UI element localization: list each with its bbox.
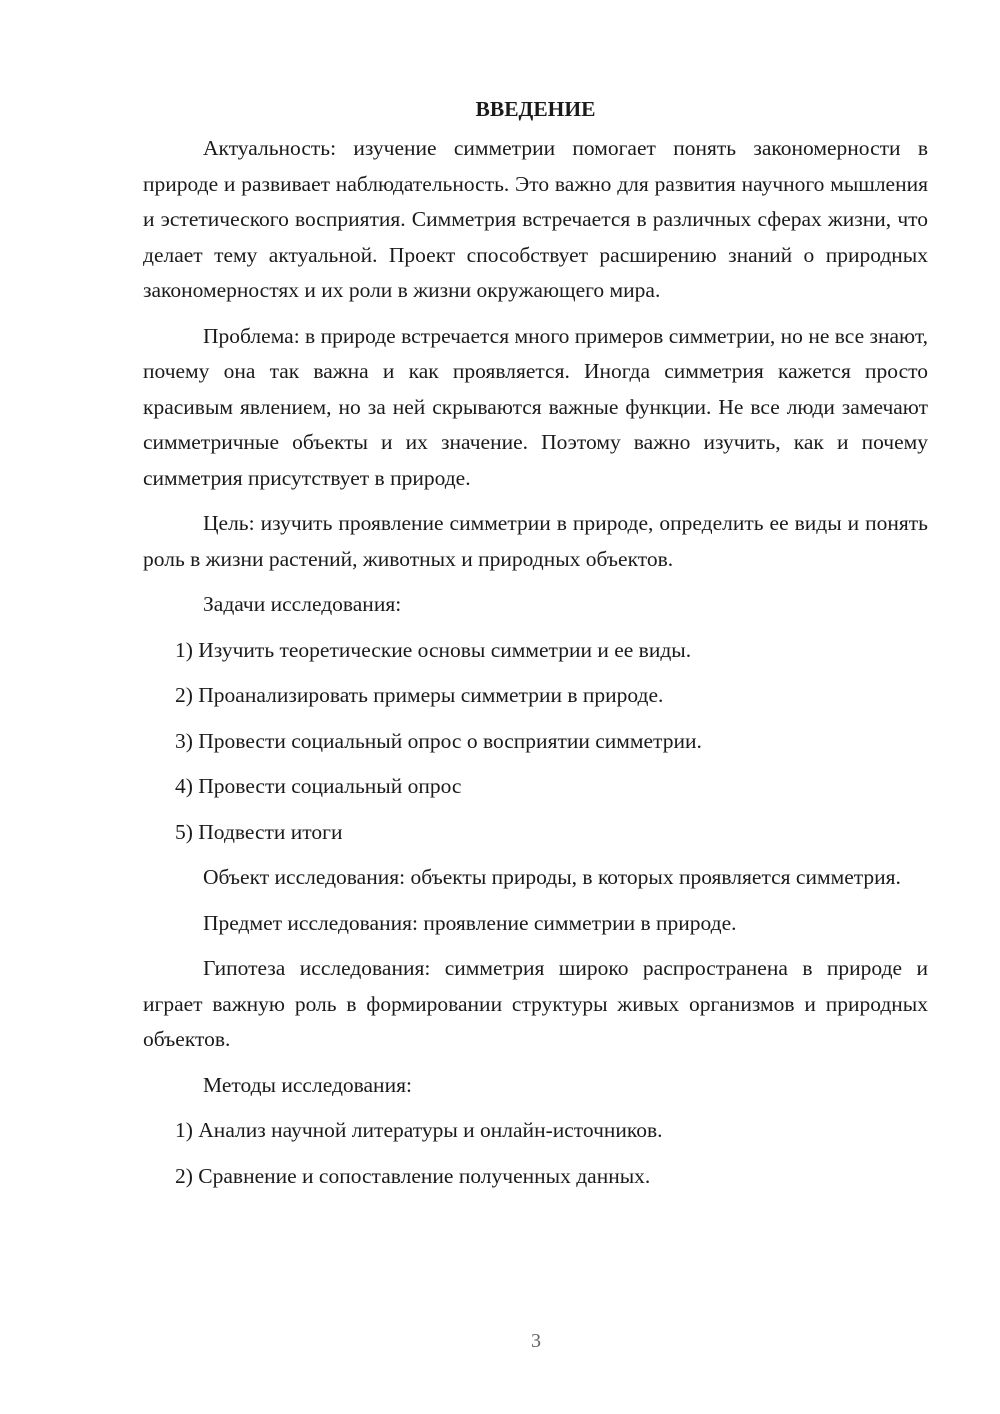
method-item: 1) Анализ научной литературы и онлайн-источников. [175, 1118, 663, 1142]
subject-paragraph: Предмет исследования: проявление симметрии в природе. [203, 910, 737, 935]
task-item: 5) Подвести итоги [175, 819, 343, 844]
task-item: 2) Проанализировать примеры симметрии в природе. [175, 683, 664, 707]
goal-paragraph: Цель: изучить проявление симметрии в природе, определить ее виды и понять роль в жизни растений, животных и природных объектов. [143, 511, 928, 571]
hypothesis-paragraph: Гипотеза исследования: симметрия широко распространена в природе и играет важную роль в формировании структуры живых организмов и природных объектов. [143, 956, 928, 1051]
relevance-paragraph: Актуальность: изучение симметрии помогает понять закономерности в природе и развивает наблюдательность. Это важно для развития научного мышления и эстетического восприятия. Симметрия встречается в различных сферах жизни, что делает тему актуальной. Проект способствует расширению знаний о природных закономерностях и их роли в жизни окружающего мира. [143, 136, 928, 302]
tasks-heading: Задачи исследования: [203, 592, 402, 616]
tasks-list [143, 633, 928, 851]
methods-heading: Методы исследования: [203, 1072, 412, 1097]
methods-list [143, 1113, 928, 1194]
task-item: 4) Провести социальный опрос [175, 774, 462, 798]
page-number: 3 [531, 1330, 541, 1352]
problem-paragraph: Проблема: в природе встречается много примеров симметрии, но не все знают, почему она так важна и как проявляется. Иногда симметрия кажется просто красивым явлением, но за ней скрываются важные функции. Не все люди замечают симметричные объекты и их значение. Поэтому важно изучить, как и почему симметрия присутствует в природе. [143, 323, 928, 490]
task-item: 3) Провести социальный опрос о восприятии симметрии. [175, 728, 702, 753]
object-paragraph: Объект исследования: объекты природы, в которых проявляется симметрия. [203, 865, 901, 889]
document-page [143, 92, 928, 1204]
section-title: ВВЕДЕНИЕ [475, 97, 596, 121]
task-item: 1) Изучить теоретические основы симметрии и ее виды. [175, 637, 692, 662]
method-item: 2) Сравнение и сопоставление полученных данных. [175, 1163, 651, 1188]
